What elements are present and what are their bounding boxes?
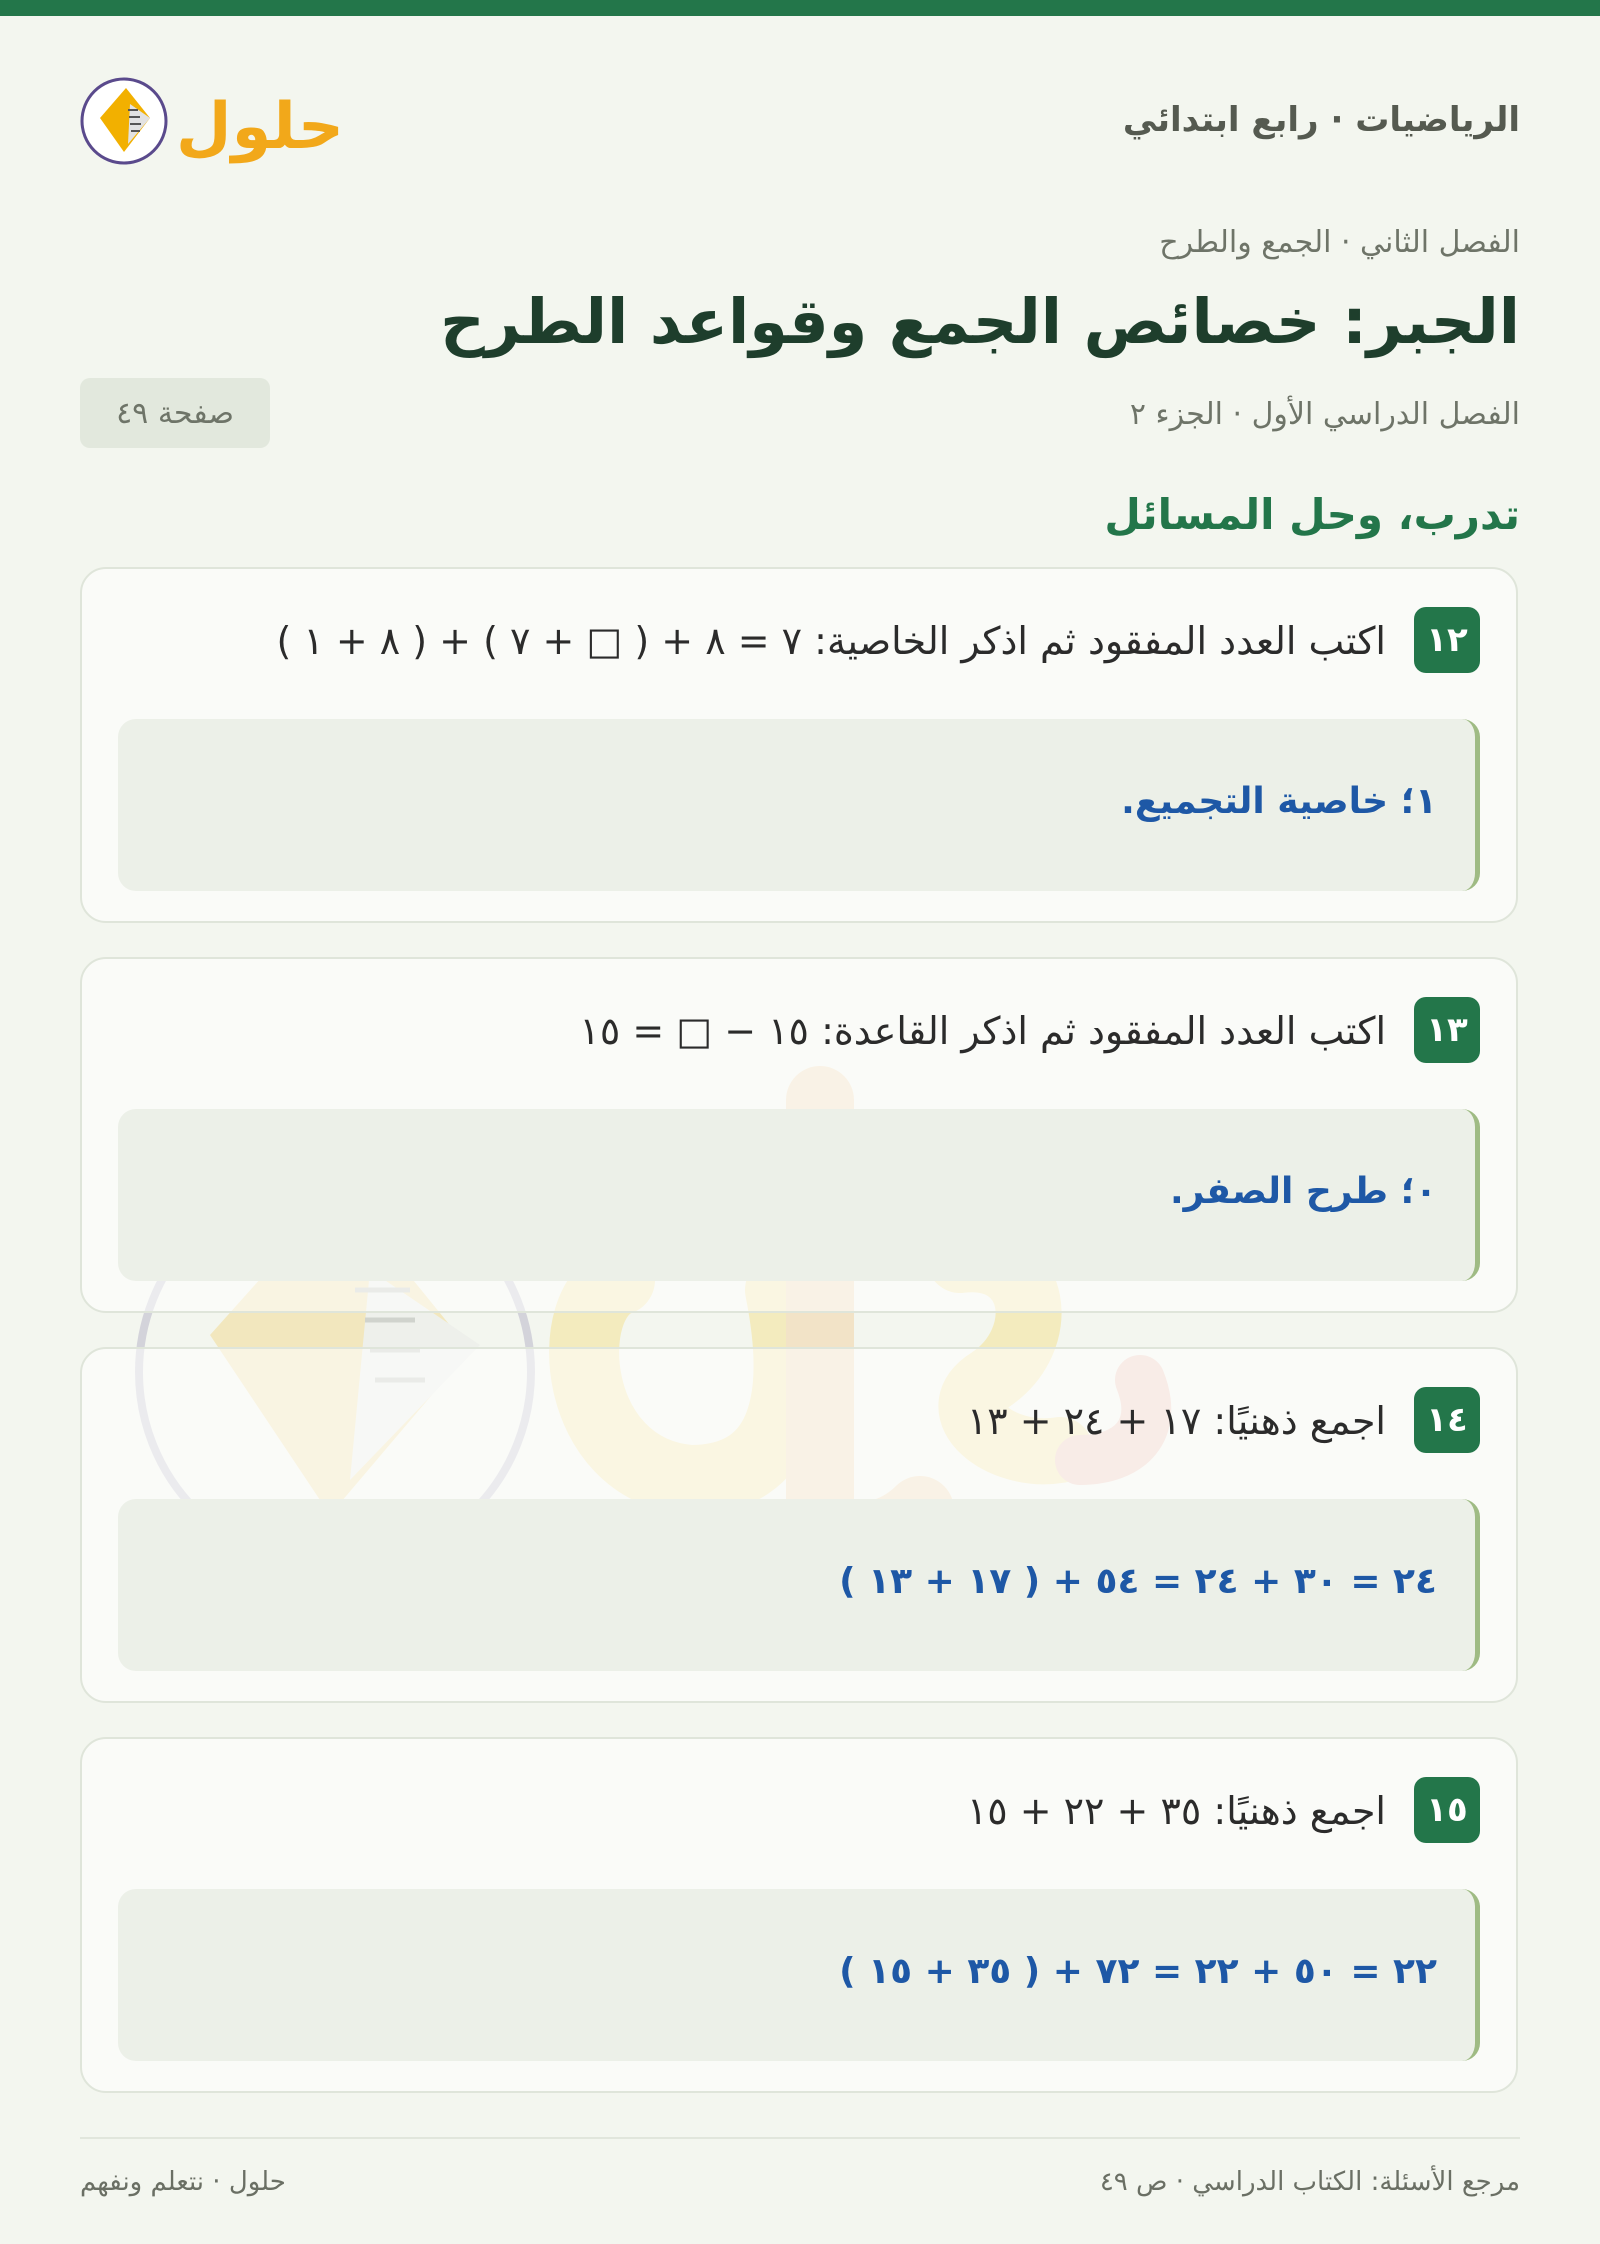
section-title: تدرب، وحل المسائل: [1104, 490, 1520, 539]
question-text: [967, 1399, 1386, 1443]
question-prompt: اجمع ذهنيًا:: [1213, 1399, 1386, 1443]
question-prompt: اكتب العدد المفقود ثم اذكر القاعدة:: [821, 1009, 1386, 1053]
answer-box: [118, 1499, 1480, 1671]
footer-reference: مرجع الأسئلة: الكتاب الدراسي · ص ٤٩: [1099, 2167, 1520, 2197]
answer-box: [118, 1889, 1480, 2061]
question-number: ١٣: [1414, 997, 1480, 1063]
question-card: [80, 1737, 1518, 2093]
question-number: ١٥: [1414, 1777, 1480, 1843]
question-expression: ١٥ − □ = ١٥: [579, 1009, 809, 1053]
brand-wordmark: حلول: [176, 90, 344, 164]
answer-text: ٠؛ طرح الصفر.: [1169, 1171, 1437, 1212]
footer-divider: [80, 2137, 1520, 2139]
term-label: الفصل الدراسي الأول · الجزء ٢: [1129, 397, 1520, 432]
answer-text: ( ٣٥ + ١٥ ) + ٢٢ = ٥٠ + ٢٢ = ٧٢: [839, 1951, 1437, 1992]
subject-grade: الرياضيات · رابع ابتدائي: [1122, 100, 1520, 140]
answer-text: ( ١٧ + ١٣ ) + ٢٤ = ٣٠ + ٢٤ = ٥٤: [839, 1561, 1437, 1602]
question-prompt: اجمع ذهنيًا:: [1213, 1789, 1386, 1833]
question-card: [80, 1347, 1518, 1703]
brand-logo: [80, 66, 370, 176]
question-text: [579, 1009, 1386, 1053]
question-number: ١٤: [1414, 1387, 1480, 1453]
question-expression: ٣٥ + ٢٢ + ١٥: [966, 1789, 1202, 1833]
question-expression: ( ٨ + ١ ) + ٧ = ٨ + ( □ + ٧ ): [276, 619, 803, 663]
answer-text: ١؛ خاصية التجميع.: [1121, 781, 1437, 822]
lesson-title: الجبر: خصائص الجمع وقواعد الطرح: [440, 285, 1520, 358]
answer-box: [118, 719, 1480, 891]
question-prompt: اكتب العدد المفقود ثم اذكر الخاصية:: [814, 619, 1386, 663]
footer-tagline: حلول · نتعلم ونفهم: [80, 2167, 286, 2197]
question-text: [276, 619, 1386, 663]
question-text: [967, 1789, 1386, 1833]
page: [80, 0, 1520, 2244]
question-expression: ١٧ + ٢٤ + ١٣: [966, 1399, 1202, 1443]
question-card: [80, 567, 1518, 923]
question-card: [80, 957, 1518, 1313]
page-number-badge: صفحة ٤٩: [80, 378, 270, 448]
question-number: ١٢: [1414, 607, 1480, 673]
answer-box: [118, 1109, 1480, 1281]
chapter-label: الفصل الثاني · الجمع والطرح: [1159, 225, 1520, 260]
